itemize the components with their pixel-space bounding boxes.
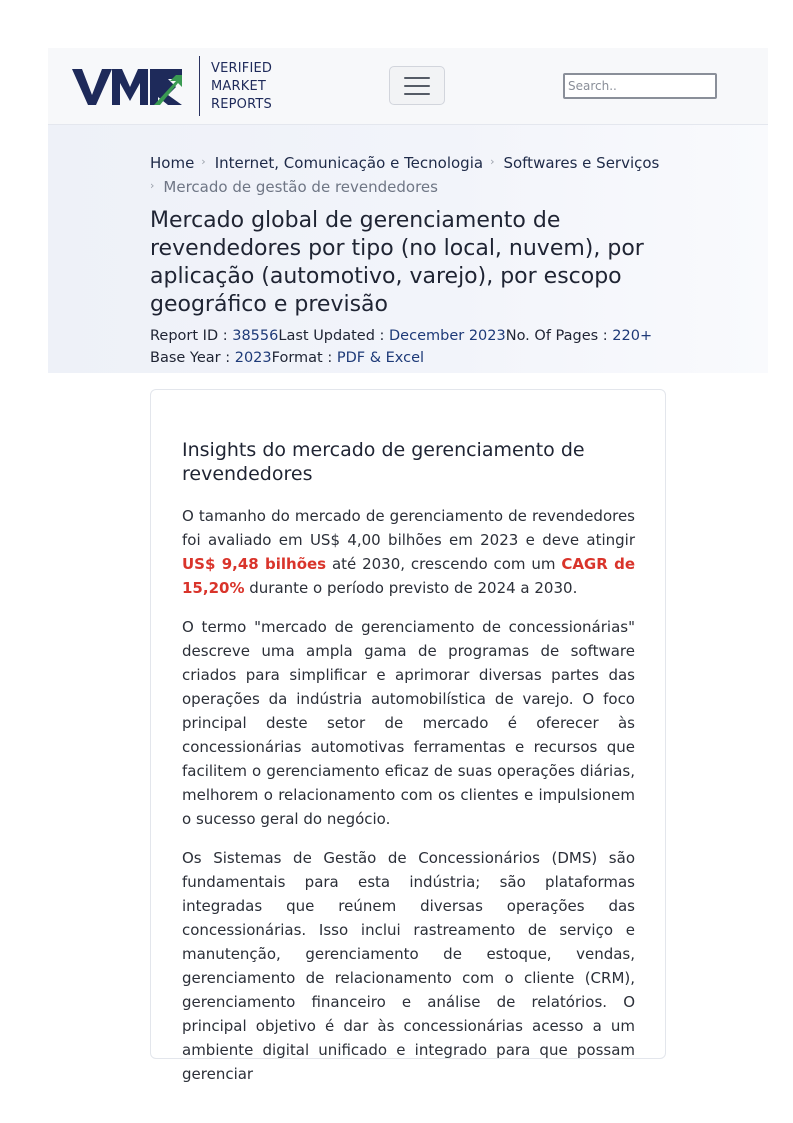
- report-hero: [48, 125, 768, 373]
- hamburger-icon: [404, 85, 430, 87]
- page-count: 220+: [612, 328, 653, 344]
- hamburger-icon: [404, 77, 430, 79]
- insights-paragraph: [182, 504, 635, 600]
- cagr-highlight: CAGR de 15,20%: [182, 555, 635, 597]
- chevron-right-icon: ›: [201, 155, 206, 168]
- breadcrumb: [150, 151, 670, 199]
- meta-row: [150, 347, 670, 369]
- report-meta: [150, 325, 670, 369]
- paragraph-text: O tamanho do mercado de gerenciamento de revendedores foi avaliado em US$ 4,00 bilhões em 2023 e deve atingir: [182, 507, 635, 549]
- last-updated: December 2023: [389, 328, 506, 344]
- report-id-label: Report ID :: [150, 328, 233, 344]
- base-year: 2023: [234, 350, 272, 366]
- meta-row: [150, 325, 670, 347]
- insights-heading: Insights do mercado de gerenciamento de revendedores: [182, 439, 585, 485]
- chevron-right-icon: ›: [490, 155, 495, 168]
- breadcrumb-current: Mercado de gestão de revendedores: [163, 178, 438, 196]
- breadcrumb-home[interactable]: Home: [150, 154, 195, 172]
- logo-line: REPORTS: [211, 97, 272, 112]
- pages-label: No. Of Pages :: [505, 328, 613, 344]
- base-year-label: Base Year :: [150, 350, 235, 366]
- site-logo[interactable]: [72, 57, 184, 117]
- search-input[interactable]: [563, 73, 717, 99]
- menu-toggle-button[interactable]: [389, 66, 445, 105]
- insights-card: [150, 389, 666, 1083]
- breadcrumb-software[interactable]: Softwares e Serviços: [503, 154, 660, 172]
- last-updated-label: Last Updated :: [278, 328, 390, 344]
- site-header: [48, 48, 768, 125]
- report-format: PDF & Excel: [336, 350, 425, 366]
- page-title: Mercado global de gerenciamento de revendedores por tipo (no local, nuvem), por aplicação (automotivo, varejo), por escopo geográfico e previsão: [150, 208, 644, 317]
- report-id: 38556: [232, 328, 279, 344]
- logo-line: MARKET: [211, 79, 267, 94]
- logo-line: VERIFIED: [211, 61, 273, 76]
- hamburger-icon: [404, 93, 430, 95]
- logo-divider: [199, 56, 200, 116]
- paragraph-text: durante o período previsto de 2024 a 2030.: [244, 579, 578, 597]
- logo-wordmark: [211, 60, 272, 114]
- format-label: Format :: [271, 350, 337, 366]
- insights-paragraph: O termo "mercado de gerenciamento de concessionárias" descreve uma ampla gama de programas de software criados para simplificar e aprimorar diversas partes das operações da indústria automobilística de varejo. O foco principal deste setor de mercado é oferecer às concessionárias automotivas ferramentas e recursos que facilitem o gerenciamento eficaz de suas operações diárias, melhorem o relacionamento com os clientes e impulsionem o sucesso geral do negócio.: [182, 618, 635, 828]
- paragraph-text: até 2030, crescendo com um: [326, 555, 562, 573]
- chevron-right-icon: ›: [150, 179, 155, 192]
- market-size-highlight: US$ 9,48 bilhões: [182, 555, 327, 573]
- vmr-logo-icon: [72, 67, 184, 107]
- insights-paragraph: Os Sistemas de Gestão de Concessionários (DMS) são fundamentais para esta indústria; são plataformas integradas que reúnem diversas operações das concessionárias. Isso inclui rastreamento de serviço e manutenção, gerenciamento de estoque, vendas, gerenciamento de relacionamento com o cliente (CRM), gerenciamento financeiro e análise de relatórios. O principal objetivo é dar às concessionárias acesso a um ambiente digital unificado e integrado para que possam gerenciar: [182, 849, 635, 1083]
- breadcrumb-internet[interactable]: Internet, Comunicação e Tecnologia: [214, 154, 484, 172]
